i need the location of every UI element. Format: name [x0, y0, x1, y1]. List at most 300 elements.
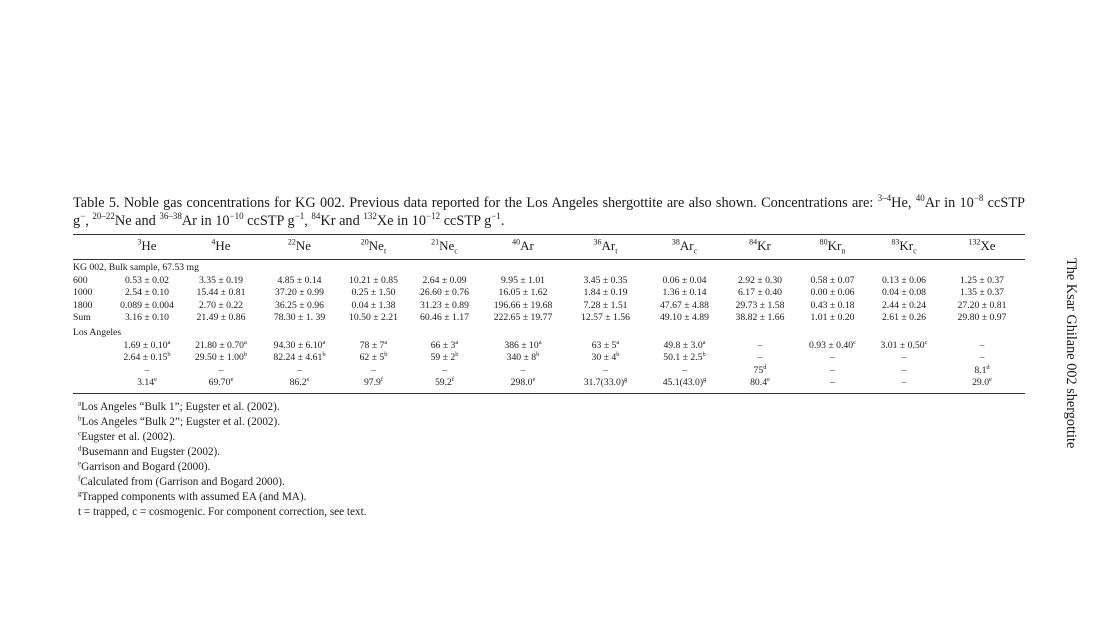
table-cell	[113, 312, 181, 325]
cell-value: 340 ± 8	[506, 352, 537, 364]
table-cell	[724, 340, 796, 353]
cell-value: 3.01 ± 0.50	[880, 339, 925, 351]
table-cell	[796, 365, 869, 378]
component-subscript: c	[913, 246, 917, 256]
table-cell	[409, 340, 480, 353]
cell-value: –	[979, 339, 985, 351]
cell-value: 59.2	[434, 377, 452, 389]
footnote-ref: d	[986, 363, 990, 371]
component-subscript: t	[615, 246, 618, 256]
footnote-ref: c	[853, 338, 856, 346]
cell-value: 69.70	[208, 377, 231, 389]
footnote-ref: g	[703, 376, 707, 384]
section-row	[73, 325, 1025, 340]
cell-value: 1.69 ± 0.10	[123, 339, 168, 351]
element-symbol: Ne	[439, 238, 455, 254]
table-cell	[338, 287, 409, 300]
footnote-mark: d	[78, 444, 82, 453]
table-body	[73, 260, 1025, 394]
cell-value: 59 ± 2	[430, 352, 456, 364]
cell-value: 38.82 ± 1.66	[735, 312, 785, 324]
cell-value: –	[901, 364, 907, 376]
column-header	[869, 235, 939, 260]
footnote-ref: a	[167, 338, 171, 346]
cell-value: 82.24 ± 4.61	[273, 352, 323, 364]
table-row	[73, 312, 1025, 325]
cell-value: –	[830, 364, 835, 376]
footnote-ref: b	[322, 350, 326, 358]
cell-value: 47.67 ± 4.88	[660, 299, 709, 311]
table-cell	[409, 352, 480, 365]
table-cell	[939, 300, 1025, 313]
row-label: 1000	[73, 287, 93, 299]
cell-value: 29.0	[972, 377, 990, 389]
footnote-text: Busemann and Eugster (2002).	[81, 446, 221, 458]
cell-value: 1.36 ± 0.14	[662, 287, 707, 299]
footnote-ref: a	[384, 338, 388, 346]
mass-number: 84	[749, 237, 758, 247]
cell-value: –	[979, 352, 985, 364]
table-cell	[869, 352, 939, 365]
cell-value: 97.9	[363, 377, 381, 389]
table-cell	[480, 377, 566, 393]
column-header	[724, 235, 796, 260]
cell-value: 10.21 ± 0.85	[349, 274, 398, 286]
footnote-ref: b	[616, 350, 620, 358]
cell-value: 2.61 ± 0.26	[881, 312, 927, 324]
cell-value: 50.1 ± 2.5	[663, 352, 703, 364]
footnote-ref: a	[322, 338, 326, 346]
table-cell	[261, 365, 338, 378]
table-header	[73, 235, 1025, 260]
table-cell	[338, 340, 409, 353]
cell-value: 26.60 ± 0.76	[420, 287, 469, 299]
table-cell	[480, 300, 566, 313]
cell-value: –	[757, 352, 763, 364]
element-symbol: Ne	[368, 238, 384, 254]
cell-value: 1.01 ± 0.20	[810, 312, 855, 324]
mass-number: 40	[512, 237, 521, 247]
table-cell	[869, 340, 939, 353]
footnote-text: Eugster et al. (2002).	[81, 431, 176, 443]
footnote-ref: b	[536, 350, 540, 358]
table-cell	[338, 352, 409, 365]
footnote-ref: e	[306, 376, 310, 384]
table-cell	[869, 300, 939, 313]
element-symbol: Kr	[899, 238, 914, 254]
cell-value: –	[520, 364, 526, 376]
noble-gas-table	[73, 234, 1025, 394]
component-subscript: t	[383, 246, 387, 256]
table-cell	[181, 352, 261, 365]
column-header	[480, 235, 566, 260]
table-cell	[480, 340, 566, 353]
footnote-text: Trapped components with assumed EA (and MA).	[81, 491, 307, 503]
mass-number: 38	[671, 237, 680, 247]
table-cell	[939, 312, 1025, 325]
mass-number: 36	[593, 237, 602, 247]
table-cell	[181, 312, 261, 325]
table-cell	[113, 365, 181, 378]
table-cell	[181, 365, 261, 378]
column-header	[645, 235, 724, 260]
cell-value: –	[830, 377, 835, 389]
mass-number: 132	[968, 237, 981, 247]
element-symbol: Kr	[757, 238, 771, 254]
footnote	[78, 415, 778, 430]
table-cell	[645, 275, 724, 288]
footnote-mark: f	[78, 474, 81, 483]
cell-value: 3.16 ± 0.10	[124, 312, 170, 324]
table-cell	[113, 340, 181, 353]
table-cell	[724, 287, 796, 300]
footnote-ref: b	[167, 350, 171, 358]
table-cell	[645, 312, 724, 325]
cell-value: –	[901, 377, 907, 389]
table-cell	[869, 287, 939, 300]
table-cell	[261, 352, 338, 365]
table-cell	[338, 312, 409, 325]
cell-value: 21.80 ± 0.70	[195, 339, 245, 351]
table-cell	[113, 352, 181, 365]
table-cell	[409, 377, 480, 393]
cell-value: 36.25 ± 0.96	[275, 299, 324, 311]
table-cell	[645, 365, 724, 378]
mass-number: 83	[891, 237, 900, 247]
table-cell	[261, 377, 338, 393]
mass-number: 22	[287, 237, 296, 247]
cell-value: 7.28 ± 1.51	[583, 299, 628, 311]
table-cell	[480, 275, 566, 288]
cell-value: 49.10 ± 4.89	[660, 312, 709, 324]
footnote-ref: b	[455, 350, 459, 358]
column-header	[796, 235, 869, 260]
table-cell	[939, 365, 1025, 378]
cell-value: 3.35 ± 0.19	[198, 274, 244, 286]
table-cell	[480, 312, 566, 325]
cell-value: 60.46 ± 1.17	[420, 312, 469, 324]
table-cell	[480, 365, 566, 378]
cell-value: 8.1	[974, 364, 987, 376]
cell-value: 2.44 ± 0.24	[881, 299, 927, 311]
cell-value: –	[297, 364, 302, 376]
cell-value: 0.43 ± 0.18	[810, 299, 855, 311]
table-cell	[409, 300, 480, 313]
table-cell	[261, 275, 338, 288]
table-cell	[869, 365, 939, 378]
column-header	[261, 235, 338, 260]
footnote	[78, 430, 778, 445]
element-symbol: Ar	[679, 238, 694, 254]
table-cell	[338, 377, 409, 393]
table-cell	[796, 275, 869, 288]
column-header	[566, 235, 645, 260]
table-cell	[566, 365, 645, 378]
table-cell	[113, 377, 181, 393]
cell-value: 37.20 ± 0.99	[275, 287, 324, 299]
footnote-ref: g	[624, 376, 628, 384]
footnote-ref: a	[616, 338, 620, 346]
table-cell	[338, 365, 409, 378]
cell-value: 2.92 ± 0.30	[737, 274, 783, 286]
table-cell	[338, 300, 409, 313]
cell-value: 27.20 ± 0.81	[957, 299, 1007, 311]
table-row	[73, 352, 1025, 365]
footnote-ref: e	[230, 376, 234, 384]
footnote-ref: a	[244, 338, 247, 346]
table-cell	[261, 287, 338, 300]
cell-value: 2.64 ± 0.15	[123, 352, 168, 364]
column-header	[338, 235, 409, 260]
footnote-ref: e	[767, 376, 770, 384]
cell-value: –	[603, 364, 608, 376]
cell-value: 2.70 ± 0.22	[198, 299, 244, 311]
table-cell	[724, 365, 796, 378]
table-cell	[480, 352, 566, 365]
element-symbol: He	[215, 238, 231, 254]
cell-value: –	[757, 339, 763, 351]
table-cell	[113, 287, 181, 300]
header-label-col	[73, 235, 113, 260]
cell-value: 2.54 ± 0.10	[124, 287, 170, 299]
cell-value: 94.30 ± 6.10	[273, 339, 323, 351]
table-cell	[796, 312, 869, 325]
table-cell	[869, 275, 939, 288]
element-symbol: Ar	[520, 238, 534, 254]
table-cell	[261, 312, 338, 325]
row-label: 1800	[73, 299, 93, 311]
cell-value: 0.04 ± 0.08	[881, 287, 927, 299]
component-subscript: c	[454, 246, 458, 256]
table-cell	[724, 352, 796, 365]
table-cell	[724, 312, 796, 325]
cell-value: 386 ± 10	[504, 339, 539, 351]
table-cell	[566, 340, 645, 353]
row-label	[73, 365, 113, 378]
cell-value: 80.4	[750, 377, 768, 389]
table-cell	[409, 275, 480, 288]
cell-value: 222.65 ± 19.77	[493, 312, 553, 324]
table-caption: Table 5. Noble gas concentrations for KG 002. Previous data reported for the Los Angeles shergottite are also shown. Concentrations are: $^{3-4}$He, $^{40}$Ar in $10^{-8}$ ccSTP g−, $^{20-22}$Ne and $^{36-38}$Ar in $10^{-10}$ ccSTP $g^{-1}$, $^{84}$Kr and $^{132}$Xe in $10^{-12}$ ccSTP $g^{-1}$.	[73, 193, 1026, 229]
cell-value: 78 ± 7	[359, 339, 385, 351]
cell-value: 78.30 ± 1. 39	[273, 312, 326, 324]
element-symbol: Kr	[827, 238, 842, 254]
cell-value: 66 ± 3	[430, 339, 456, 351]
footnote-ref: e	[989, 376, 992, 384]
cell-value: 0.06 ± 0.04	[662, 274, 707, 286]
footnote-text: Los Angeles “Bulk 1”; Eugster et al. (2002).	[81, 401, 280, 413]
cell-value: 30 ± 4	[591, 352, 617, 364]
footnote-mark: b	[78, 414, 82, 423]
footnote	[78, 445, 778, 460]
cell-value: –	[371, 364, 376, 376]
cell-value: 16.05 ± 1.62	[498, 287, 548, 299]
cell-value: 62 ± 5	[359, 352, 385, 364]
cell-value: 49.8 ± 3.0	[663, 339, 703, 351]
cell-value: 0.089 ± 0.004	[120, 299, 174, 311]
element-symbol: Ne	[295, 238, 312, 254]
row-label: Sum	[73, 312, 91, 324]
table-cell	[181, 275, 261, 288]
table-row	[73, 275, 1025, 288]
footnote	[78, 505, 778, 520]
table-cell	[645, 377, 724, 393]
section-los-angeles: Los Angeles	[73, 326, 122, 338]
cell-value: 0.53 ± 0.02	[124, 274, 170, 286]
footnote-ref: e	[532, 376, 536, 384]
footnote-mark: g	[78, 489, 82, 498]
cell-value: 31.23 ± 0.89	[420, 299, 469, 311]
table-cell	[409, 312, 480, 325]
table-cell	[181, 377, 261, 393]
column-header	[181, 235, 261, 260]
footnote-text: Garrison and Bogard (2000).	[81, 461, 211, 473]
table-cell	[409, 287, 480, 300]
table-cell	[939, 352, 1025, 365]
table-cell	[939, 275, 1025, 288]
table-cell	[645, 300, 724, 313]
cell-value: 3.45 ± 0.35	[583, 274, 628, 286]
cell-value: 63 ± 5	[591, 339, 617, 351]
table-cell	[181, 340, 261, 353]
cell-value: 1.84 ± 0.19	[583, 287, 628, 299]
footnote-ref: e	[154, 376, 157, 384]
footnote-text: t = trapped, c = cosmogenic. For component correction, see text.	[78, 506, 367, 518]
section-kg002: KG 002, Bulk sample, 67.53 mg	[73, 262, 199, 273]
cell-value: 3.14	[137, 377, 155, 389]
table-cell	[566, 300, 645, 313]
cell-value: 29.73 ± 1.58	[735, 299, 785, 311]
footnote	[78, 490, 778, 505]
mass-number: 80	[819, 237, 828, 247]
footnote-ref: d	[763, 363, 767, 371]
table-cell	[409, 365, 480, 378]
table-cell	[261, 340, 338, 353]
cell-value: 9.95 ± 1.01	[500, 274, 546, 286]
table-cell	[724, 275, 796, 288]
element-symbol: Ar	[601, 238, 616, 254]
cell-value: 2.64 ± 0.09	[422, 274, 467, 286]
table-cell	[338, 275, 409, 288]
table-cell	[796, 340, 869, 353]
table-cell	[480, 287, 566, 300]
cell-value: 196.66 ± 19.68	[493, 299, 553, 311]
table-cell	[796, 300, 869, 313]
table-cell	[113, 275, 181, 288]
cell-value: 12.57 ± 1.56	[581, 312, 630, 324]
table-cell	[566, 312, 645, 325]
cell-value: 4.85 ± 0.14	[277, 274, 322, 286]
mass-number: 20	[360, 237, 369, 247]
row-label: 600	[73, 274, 88, 286]
footnote	[78, 460, 778, 475]
table-cell	[939, 340, 1025, 353]
table-cell	[724, 300, 796, 313]
table-row	[73, 377, 1025, 393]
table-cell	[724, 377, 796, 393]
cell-value: 0.04 ± 1.38	[351, 299, 396, 311]
cell-value: 75	[753, 364, 764, 376]
footnote-text: Los Angeles “Bulk 2”; Eugster et al. (2002).	[81, 416, 281, 428]
component-subscript: n	[841, 246, 846, 256]
table-row	[73, 300, 1025, 313]
row-label	[73, 352, 113, 365]
cell-value: –	[830, 352, 835, 364]
footnote-mark: e	[78, 459, 82, 468]
table-cell	[566, 352, 645, 365]
table-cell	[645, 340, 724, 353]
table-cell	[869, 377, 939, 393]
footnote	[78, 400, 778, 415]
cell-value: 0.58 ± 0.07	[810, 274, 855, 286]
footnote-ref: c	[924, 338, 928, 346]
cell-value: 15.44 ± 0.81	[196, 287, 246, 299]
cell-value: 86.2	[289, 377, 307, 389]
mass-number: 4	[211, 237, 216, 247]
footnote-mark: c	[78, 429, 82, 438]
row-label	[73, 377, 113, 393]
cell-value: 0.00 ± 0.06	[810, 287, 855, 299]
table-cell	[939, 287, 1025, 300]
table-row	[73, 340, 1025, 353]
cell-value: 45.1(43.0)	[662, 377, 704, 389]
cell-value: 10.50 ± 2.21	[349, 312, 398, 324]
column-header	[409, 235, 480, 260]
footnote-ref: b	[702, 350, 706, 358]
table-cell	[796, 352, 869, 365]
table-cell	[645, 352, 724, 365]
element-symbol: He	[141, 238, 157, 254]
component-subscript: c	[693, 246, 698, 256]
table-row	[73, 365, 1025, 378]
cell-value: –	[218, 364, 224, 376]
footnote-ref: b	[384, 350, 388, 358]
footnote-ref: a	[455, 338, 459, 346]
footnote-ref: a	[538, 338, 542, 346]
cell-value: 6.17 ± 0.40	[737, 287, 783, 299]
cell-value: 21.49 ± 0.86	[196, 312, 246, 324]
table-cell	[645, 287, 724, 300]
column-header	[939, 235, 1025, 260]
mass-number: 21	[431, 237, 440, 247]
table-cell	[181, 300, 261, 313]
footnote-ref: f	[451, 376, 455, 384]
table-cell	[796, 377, 869, 393]
table-cell	[181, 287, 261, 300]
mass-number: 3	[137, 237, 142, 247]
element-symbol: Xe	[980, 238, 996, 254]
cell-value: –	[144, 364, 150, 376]
table-cell	[566, 377, 645, 393]
table-cell	[261, 300, 338, 313]
running-head: The Ksar Ghilane 002 shergottite	[1063, 258, 1079, 449]
cell-value: –	[442, 364, 447, 376]
table-cell	[566, 275, 645, 288]
table-row	[73, 287, 1025, 300]
footnote-ref: b	[243, 350, 248, 358]
footnote-ref: f	[380, 376, 384, 384]
row-label	[73, 340, 113, 353]
footnote	[78, 475, 778, 490]
footnote-mark: a	[78, 399, 82, 408]
footnote-text: Calculated from (Garrison and Bogard 2000).	[80, 476, 285, 488]
table-cell	[796, 287, 869, 300]
cell-value: –	[682, 364, 687, 376]
cell-value: 31.7(33.0)	[583, 377, 625, 389]
table-cell	[869, 312, 939, 325]
table-footnotes	[78, 400, 778, 520]
cell-value: 0.25 ± 1.50	[351, 287, 396, 299]
